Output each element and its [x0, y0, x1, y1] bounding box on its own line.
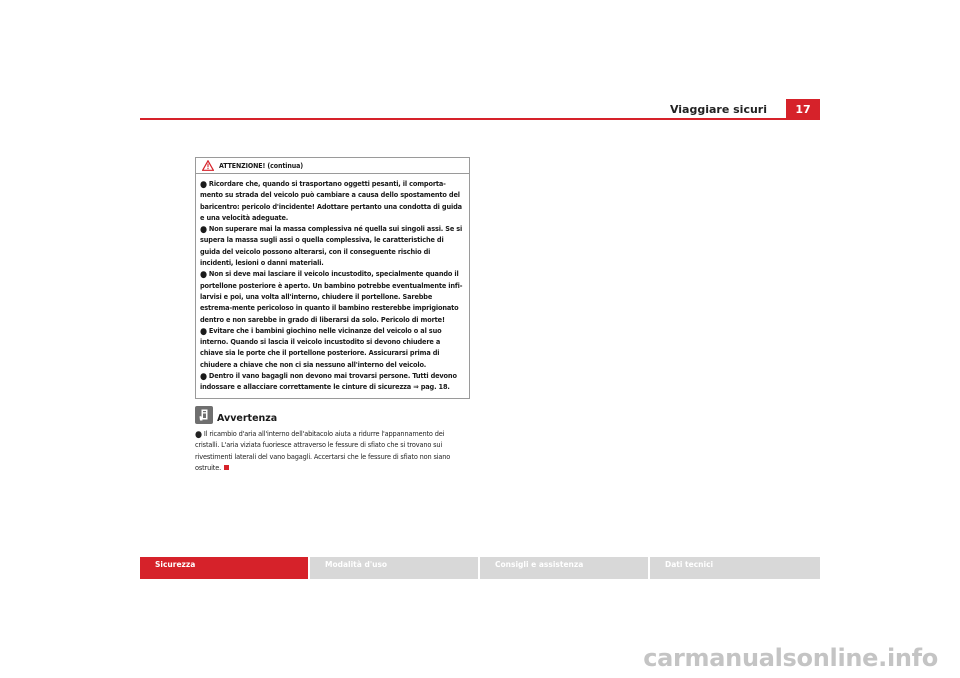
bullet-icon: ● [200, 180, 207, 190]
warning-box [195, 157, 470, 399]
footer-tab-dati-tecnici[interactable]: Dati tecnici [650, 557, 820, 579]
page-number: 17 [786, 99, 820, 119]
warning-title: ATTENZIONE! (continua) [219, 161, 304, 170]
note-header [195, 405, 470, 424]
warning-header [196, 158, 469, 174]
warning-item [200, 325, 465, 370]
footer-tab-sicurezza[interactable]: Sicurezza [140, 557, 308, 579]
footer-tab-consigli-assistenza[interactable]: Consigli e assistenza [480, 557, 648, 579]
warning-item [200, 178, 465, 223]
warning-item-text: Non superare mai la massa complessiva né quella sui singoli assi. Se si supera la massa sugli assi o quella complessiva, le caratteristiche di guida del veicolo possono alterarsi, con il conseguente rischio di incidenti, lesioni o danni materiali. [200, 224, 463, 268]
info-note-icon [195, 406, 213, 424]
page-reference-link[interactable]: ⇒ pag. 18. [413, 382, 450, 392]
note-text: Il ricambio d'aria all'interno dell'abitacolo aiuta a ridurre l'appannamento dei cristalli. L'aria viziata fuoriesce attraverso le fessure di sfiato che si trovano sui rivestimenti laterali del vano bagagli. Accertarsi che le fessure di sfiato non siano ostruite. [195, 429, 451, 473]
warning-item [200, 370, 465, 393]
bullet-icon: ● [200, 225, 207, 236]
note-title: Avvertenza [217, 413, 278, 424]
bullet-icon: ● [200, 270, 207, 281]
warning-body [196, 174, 469, 393]
header-divider [140, 118, 820, 120]
bullet-icon: ● [195, 430, 202, 440]
warning-item-text: Evitare che i bambini giochino nelle vicinanze del veicolo o al suo interno. Quando si lascia il veicolo incustodito si devono chiudere a chiave sia le porte che il portellone posteriore. Assicurarsi prima di chiudere a chiave che non ci sia nessuno all'interno del veicolo. [200, 325, 442, 369]
page-header-title: Viaggiare sicuri [669, 103, 767, 116]
warning-item [200, 268, 465, 324]
footer-navigation [140, 557, 820, 579]
section-end-marker [224, 465, 229, 470]
watermark: carmanualsonline.info [643, 644, 938, 672]
warning-item-text: Ricordare che, quando si trasportano oggetti pesanti, il comporta-mento su strada del veicolo può cambiare a causa dello spostamento del baricentro: pericolo d'incidente! Adottare pertanto una condotta di guida e una velocità adeguate. [200, 179, 462, 222]
footer-tab-modalita-uso[interactable]: Modalità d'uso [310, 557, 478, 579]
bullet-icon: ● [200, 372, 207, 383]
warning-item-text: Dentro il vano bagagli non devono mai trovarsi persone. Tutti devono indossare e allacciare correttamente le cinture di sicurezza [200, 371, 457, 392]
warning-item [200, 223, 465, 268]
warning-item-text: Non si deve mai lasciare il veicolo incustodito, specialmente quando il portellone posteriore è aperto. Un bambino potrebbe eventualmente infi-larvisi e poi, una volta all'interno, chiudere il portellone. Sarebbe estrema-mente pericoloso in quanto il bambino resterebbe imprigionato dentro e non sarebbe in grado di liberarsi da solo. Pericolo di morte! [200, 269, 463, 324]
bullet-icon: ● [200, 326, 207, 337]
note-body [195, 428, 470, 474]
warning-triangle-icon [202, 160, 214, 171]
note-section [195, 405, 470, 474]
